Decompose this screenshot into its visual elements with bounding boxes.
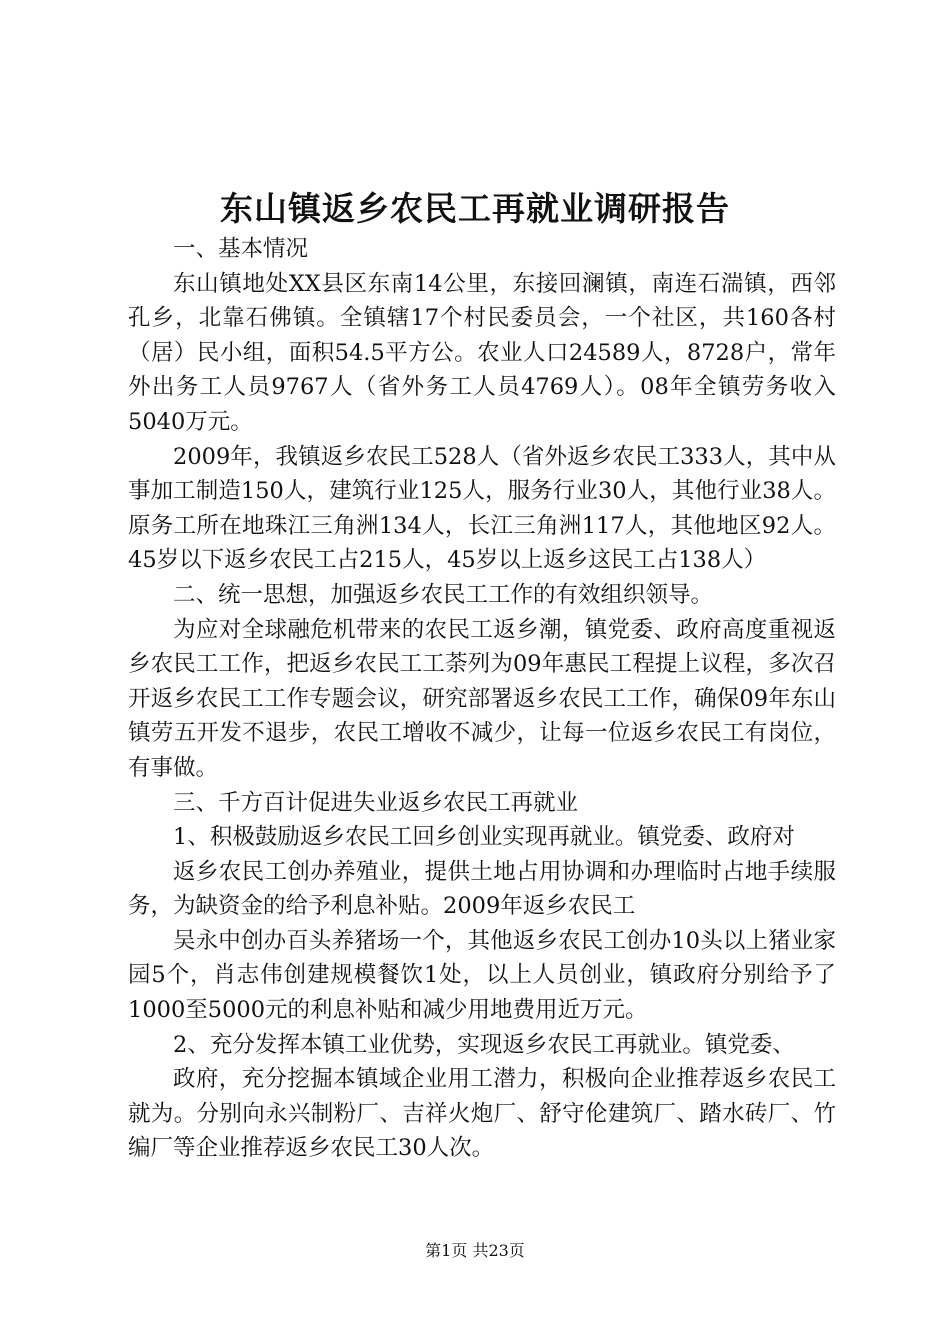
paragraph-item-1-intro: 1、积极鼓励返乡农民工回乡创业实现再就业。镇党委、政府对 [173,824,795,851]
section-heading-basic-info: 一、基本情况 [173,236,309,262]
paragraph-item-2-intro: 2、充分发挥本镇工业优势，实现返乡农民工再就业。镇党委、 [173,1031,795,1058]
document-title: 东山镇返乡农民工再就业调研报告 [220,189,730,228]
paragraph-item-2-details: 政府，充分挖掘本镇域企业用工潜力，积极向企业推荐返乡农民工就为。分别向永兴制粉厂、吉祥火炮厂、舒守伦建筑厂、踏水砖厂、竹编厂等企业推荐返乡农民工30人次。 [128,1066,836,1162]
paragraph-location: 东山镇地处XX县区东南14公里，东接回澜镇，南连石湍镇，西邻孔乡，北靠石佛镇。全镇辖17个村民委员会，一个社区，共160各村（居）民小组，面积54.5平方公。农业人口24589人，8728户，常年外出务工人员9767人（省外务工人员4769人）。08年全镇劳务收入5040万元。 [128,270,836,435]
paragraph-policy-response: 为应对全球融危机带来的农民工返乡潮，镇党委、政府高度重视返乡农民工工作，把返乡农民工工荼列为09年惠民工程提上议程，多次召开返乡农民工工作专题会议，研究部署返乡农民工工作，确保09年东山镇劳五开发不退步，农民工增收不减少，让每一位返乡农民工有岗位，有事做。 [128,616,836,781]
paragraph-2009-statistics: 2009年，我镇返乡农民工528人（省外返乡农民工333人，其中从事加工制造150人，建筑行业125人，服务行业30人，其他行业38人。原务工所在地珠江三角洲134人，长江三角洲117人，其他地区92人。45岁以下返乡农民工占215人，45岁以上返乡这民工占138人） [128,443,836,574]
page-footer: 第1页 共23页 [425,1241,525,1260]
document-body [128,232,836,1166]
paragraph-item-1-support: 返乡农民工创办养殖业，提供土地占用协调和办理临时占地手续服务，为缺资金的给予利息补贴。2009年返乡农民工 [128,858,836,920]
section-heading-leadership: 二、统一思想，加强返乡农民工工作的有效组织领导。 [173,581,714,608]
section-heading-reemployment: 三、千方百计促进失业返乡农民工再就业 [173,789,579,816]
paragraph-item-1-examples: 吴永中创办百头养猪场一个，其他返乡农民工创办10头以上猪业家园5个，肖志伟创建规模餐饮1处，以上人员创业，镇政府分别给予了1000至5000元的利息补贴和减少用地费用近万元。 [128,927,836,1024]
